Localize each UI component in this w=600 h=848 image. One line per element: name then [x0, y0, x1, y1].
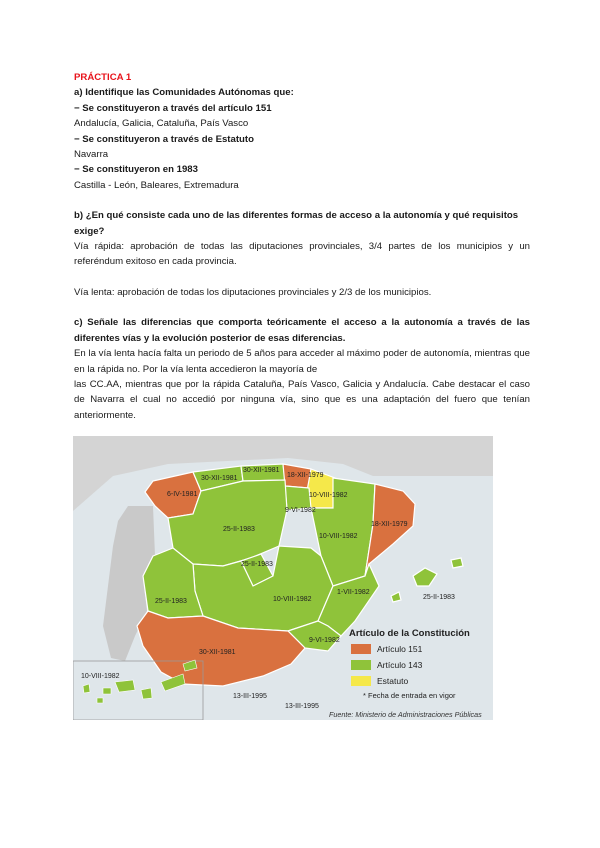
- section-a-item-2-value: Navarra: [74, 149, 109, 161]
- label-ceuta: 13-III-1995: [233, 693, 267, 700]
- legend-swatch-statute: [351, 676, 371, 686]
- label-cantabria: 30-XII-1981: [243, 467, 280, 474]
- island-la-gomera: [103, 688, 111, 694]
- label-madrid: 25-II-1983: [241, 561, 273, 568]
- section-c-heading: c) Señale las diferencias que comporta teóricamente el acceso a la autonomía a través de las diferentes vías y la evolución posterior de esas diferencias.: [74, 317, 530, 344]
- section-a-item-3-label: − Se constituyeron en 1983: [74, 164, 198, 176]
- label-aragon: 10-VIII-1982: [319, 533, 358, 540]
- legend-title: Artículo de la Constitución: [349, 628, 470, 639]
- label-catalonia: 18-XII-1979: [371, 521, 408, 528]
- legend-swatch-143: [351, 660, 371, 670]
- label-baleares: 25-II-1983: [423, 594, 455, 601]
- legend-label-statute: Estatuto: [377, 676, 409, 686]
- section-b-heading-line2: exige?: [74, 225, 105, 237]
- label-rioja: 9-VI-1982: [285, 507, 316, 514]
- section-c-paragraph-2: las CC.AA, mientras que por la rápida Cataluña, País Vasco, Galicia y Andalucía. Cabe destacar el caso de Navarra el cual no accedió por ninguna vía, sino que es una adaptación del fuero que tenían anteriormente.: [74, 378, 530, 421]
- label-castilla-leon: 25-II-1983: [223, 526, 255, 533]
- spain-map-svg: [73, 436, 493, 720]
- region-menorca: [451, 558, 463, 568]
- section-a-heading: a) Identifique las Comunidades Autónomas que:: [74, 87, 294, 99]
- label-castilla-mancha: 10-VIII-1982: [273, 596, 312, 603]
- label-extremadura: 25-II-1983: [155, 598, 187, 605]
- document-body: [74, 70, 530, 423]
- legend-swatch-151: [351, 644, 371, 654]
- label-murcia: 9-VI-1982: [309, 637, 340, 644]
- label-basque: 18-XII-1979: [287, 472, 324, 479]
- map-source: Fuente: Ministerio de Administraciones Públicas: [329, 710, 482, 719]
- slow-path-text: Vía lenta: aprobación de todas los diputaciones provinciales y 2/3 de los municipios.: [74, 286, 432, 298]
- section-a-item-1-label: − Se constituyeron a través del artículo 151: [74, 102, 272, 114]
- section-a-item-3-value: Castilla - León, Baleares, Extremadura: [74, 179, 239, 191]
- section-a-item-1-value: Andalucía, Galicia, Cataluña, País Vasco: [74, 118, 249, 130]
- label-andalusia: 30-XII-1981: [199, 649, 236, 656]
- island-tenerife: [115, 680, 135, 692]
- section-a-item-2-label: − Se constituyeron a través de Estatuto: [74, 133, 254, 145]
- legend-label-143: Artículo 143: [377, 660, 423, 670]
- autonomy-map: [73, 436, 493, 720]
- island-el-hierro: [97, 698, 103, 703]
- section-b-heading-line1: b) ¿En qué consiste cada uno de las diferentes formas de acceso a la autonomía y qué requisitos: [74, 210, 519, 222]
- label-asturias: 30-XII-1981: [201, 475, 238, 482]
- fast-path-text: Vía rápida: aprobación de todas las diputaciones provinciales, 3/4 partes de los municipios y un referéndum exitoso en cada provincia.: [74, 241, 530, 268]
- island-la-palma: [83, 684, 90, 693]
- label-valencia: 1-VII-1982: [337, 589, 370, 596]
- label-melilla: 13-III-1995: [285, 703, 319, 710]
- label-canarias: 10-VIII-1982: [81, 673, 120, 680]
- legend-label-151: Artículo 151: [377, 644, 423, 654]
- label-galicia: 6-IV-1981: [167, 491, 198, 498]
- island-gran-canaria: [141, 688, 152, 699]
- section-c-paragraph-1: En la vía lenta hacía falta un periodo de 5 años para acceder al máximo poder de autonomía, mientras que en la rápida no. Por la vía lenta accedieron la mayoría de: [74, 348, 530, 375]
- practice-title: PRÁCTICA 1: [74, 72, 132, 83]
- section-b-heading: [74, 208, 530, 239]
- label-navarra: 10-VIII-1982: [309, 492, 348, 499]
- legend-footnote: * Fecha de entrada en vigor: [363, 691, 456, 700]
